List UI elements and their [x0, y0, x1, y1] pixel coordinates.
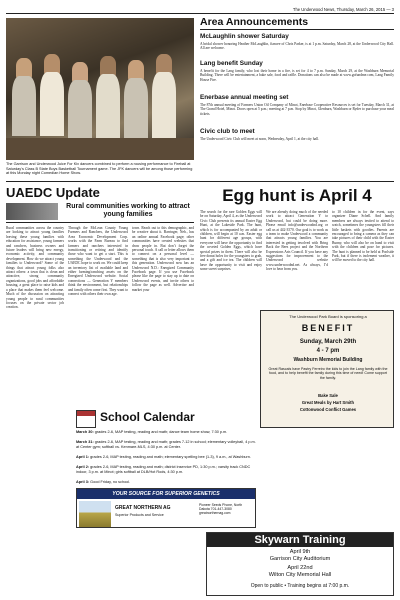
- skywarn-title: Skywarn Training: [207, 533, 393, 547]
- benefit-ad-text: Great Rascals have Pastry Ferreiro the kids to join the Lang family with the food, and to help benefit the family during this time of need! Come support the family.: [268, 367, 388, 380]
- benefit-ad: [260, 310, 394, 428]
- ag-ad-banner: YOUR SOURCE FOR SUPERIOR GENETICS: [77, 489, 255, 499]
- skywarn-location-1: Garrison City Auditorium: [269, 556, 331, 562]
- skywarn-date-1: April 9th: [289, 549, 311, 555]
- ag-ad-contact: Pioneer Seeds Phone, North Dakota 701-447-3080 greatnorthernag.com: [199, 503, 243, 516]
- benefit-ad-subtitle: BENEFIT: [301, 323, 355, 333]
- header-rule: [6, 13, 394, 14]
- calendar-entry-2-date: March 31:: [76, 440, 94, 444]
- benefit-ad-where: Washburn Memorial Building: [293, 357, 363, 363]
- calendar-entry-1: [76, 430, 256, 435]
- skywarn-ad: [206, 532, 394, 596]
- uaedc-headline: Rural communities working to attract young families: [66, 203, 190, 218]
- dance-team-photo: [6, 18, 194, 160]
- uaedc-label: UAEDC Update: [6, 185, 100, 200]
- calendar-entry-1-text: grades 2-6, MAP testing, reading and math; dance team home show, 7:30 p.m.: [94, 430, 228, 434]
- skywarn-footer: Open to public • Training begins at 7:00 p.m.: [250, 583, 350, 589]
- calendar-entry-5: [76, 480, 256, 485]
- benefit-ad-time: 4 - 7 pm: [316, 348, 340, 354]
- uaedc-column-1: Rural communities across the country are looking to attract young families leaving these young families with education for assistance, young farmers and ranchers, business owners and future leaders will bring new energy, economic activity, and community development. How do we attract young families to Underwood? Some of the things that attract young folks also attract others: a town that is clean and attractive, strong community organizations, good jobs and affordable housing, a great place to raise kids and a place that makes them feel welcome. Much of the discussion on attracting young people to rural communities focuses on the private sector job creation.: [6, 226, 64, 310]
- egg-hunt-column-1: The search for the rare Golden Eggs will be on Saturday, April 4, as the Underwood Civic Club presents its annual Easter Egg Hunt, at the Lakeside Park. The hunt, which is for accompanied by an adult or children, will begin at 10 a.m. Easter egg hunt for different age groups, with everyone will have the opportunity to find the coveted Golden Eggs, which have special prizes in them. There will also be free donut holes for the youngsters to grab, and a gift and ice tea. The children will have the opportunity to visit and enjoy some sweet surprises.: [200, 210, 262, 272]
- announcement-text-mclaughlin: A bridal shower honoring Heather McLaughlin, fiancee of Chris Parker, is at 1 p.m. Saturday, March 28, at the Underwood City Hall. All are welcome.: [200, 42, 394, 51]
- calendar-entry-4-text: grades 2-6, MAP testing, reading and math; district inservice PD, 1:30 p.m.; varsity track CNDC indoor, 3 p.m. at Minot; girls softball at DLB/Hot Rods, 4:30 p.m.: [76, 465, 251, 474]
- uaedc-column-2: Through the McLean County Young Farmers and Ranchers, the Underwood Area Economic Development Corp. works with the Farm Bureau to find farmers and ranchers interested in transitioning or retiring and identify those who want to get a start. This is something the Underwood and the UAEDC hope to work on. We could keep an inventory list of available land and either farming/ranching assets on the Energized Underwood website. Social connections — Generation Y members think the environment, but relationships and family often come first. They want to connect with others their own age.: [68, 226, 128, 297]
- benefit-ad-when: Sunday, March 29th: [299, 339, 357, 345]
- benefit-ad-bullet-3: Cottonwood Conflict Games: [299, 407, 357, 412]
- uaedc-column-3: town. Reach out to this demographic, and be creative about it. Barringer, Neb., has an online annual Facebook page; other communities have created websites that draw people in. But don’t forget the personal touch. A call or letter allows them to connect on a personal level — something that is also very important to this generation. Underwood now has an Underwood N.D.: Energized Community Facebook page. If you use Facebook please like the page to stay up to date on Underwood events, and invite others to follow the page as well. Advertise and market your: [132, 226, 194, 292]
- calendar-entry-2: [76, 440, 256, 449]
- calendar-entry-3-date: April 1:: [76, 455, 90, 459]
- benefit-ad-bullet-2: Great Meals by Hart Smith: [301, 400, 355, 405]
- top-section-rule: [6, 181, 394, 182]
- great-northern-ag-ad: [76, 488, 256, 528]
- calendar-entry-3: [76, 455, 256, 460]
- calendar-entry-5-text: Good Friday, no school.: [90, 480, 131, 484]
- announcement-text-enerbase: The 87th annual meeting of Farmers Union Oil Company of Minot, Enerbase Cooperative Resources is set for Tuesday, March 31, at The Grand Hotel, Minot. Doors open at 5 p.m.; meeting at 7 p.m. Stop by Minot, Glenburn, Washburn or Ryder to purchase your meal tickets.: [200, 103, 394, 116]
- calendar-entry-4: [76, 465, 256, 474]
- page-header: The Underwood News, Thursday, March 26, 2015 — 3: [292, 7, 394, 12]
- ag-ad-field-image: [79, 501, 111, 527]
- announcement-heading-enerbase: Enerbase annual meeting set: [200, 94, 289, 101]
- announcement-heading-lang: Lang benefit Sunday: [200, 60, 263, 67]
- egg-hunt-column-2: We are already doing much of the needed work to attract Generation Y to Underwood, but could be doing more. Please email info@underwoodnd.org or call us at 442-3570. Our goal is to work as a team to make Underwood a community that attracts young families. You are interested in getting involved with Bring Back the Bees project and the Northern Expressions Arts Council. If you have any suggestions for improvement to the Underwood website www.underwoodnd.net. As always, I’d love to hear from you.: [266, 210, 328, 272]
- announcement-heading-mclaughlin: McLaughlin shower Saturday: [200, 33, 289, 40]
- calendar-entry-3-text: grades 2-6, MAP testing, reading and math; elementary spelling bee (1-3), 9 a.m., at Washburn.: [90, 455, 251, 459]
- announcement-heading-civic: Civic club to meet: [200, 128, 255, 135]
- area-announcements-title: Area Announcements: [200, 16, 394, 30]
- calendar-entry-4-date: April 2:: [76, 465, 90, 469]
- benefit-ad-bullet-1: Bake Sale: [318, 393, 338, 398]
- egg-hunt-column-3: to 10 children in for the event, says organizer Diane Schell. And family members are always invited to attend to watch, sometimes the youngsters fill their little baskets with goodies. Parents are encouraged to bring a camera as they can take pictures of their child with the Easter Bunny, who will also be on hand to visit with the children and pose for pictures. The hunt is planned to be held at Poolside Park, but if there is inclement weather, it will be moved to the city hall.: [332, 210, 394, 263]
- uaedc-headline-rule: [6, 222, 194, 223]
- skywarn-date-2: April 22nd: [287, 565, 313, 571]
- announcement-text-lang: A benefit for the Lang family, who lost their home in a fire, is set for 4 to 7 p.m. Sunday, March 29, at the Washburn Memorial Building. There will be entertainment, a bake sale, food and raffle. Donations can also be made at www.gofundme.com, Lang Family House Fire.: [200, 69, 394, 82]
- photo-caption: The Garrison and Underwood Juice For Kix dancers combined to perform a rousing performance to Fireball at Saturday’s Class B State Boys Basketball Tournament game. The JFK dancers will be among those performing at this Monday night Comedian Home Show.: [6, 162, 193, 176]
- announcement-text-civic: The Underwood Civic Club will meet at noon, Wednesday, April 1, at the city hall.: [200, 137, 319, 141]
- skywarn-location-2: Wilton City Memorial Hall: [268, 572, 332, 578]
- benefit-ad-title: The Underwood Park Board is sponsoring a: [289, 314, 367, 319]
- calendar-entry-5-date: April 3:: [76, 480, 90, 484]
- calendar-entry-2-text: grades 2-6, MAP testing, reading and math; grades 7-12 in school; elementary volleyball, 4 p.m. at Center gym; softball vs. Kenmare-MLS, 4:30 p.m. at Center.: [76, 440, 256, 449]
- uaedc-photo: [6, 203, 58, 220]
- school-calendar-icon: [76, 410, 96, 428]
- egg-hunt-title: Egg hunt is April 4: [222, 186, 372, 205]
- calendar-entry-1-date: March 30:: [76, 430, 94, 434]
- ag-ad-brand: GREAT NORTHERN AG: [115, 505, 171, 511]
- ag-ad-tagline: Superior Products and Service: [115, 513, 164, 517]
- school-calendar-title: School Calendar: [100, 410, 195, 424]
